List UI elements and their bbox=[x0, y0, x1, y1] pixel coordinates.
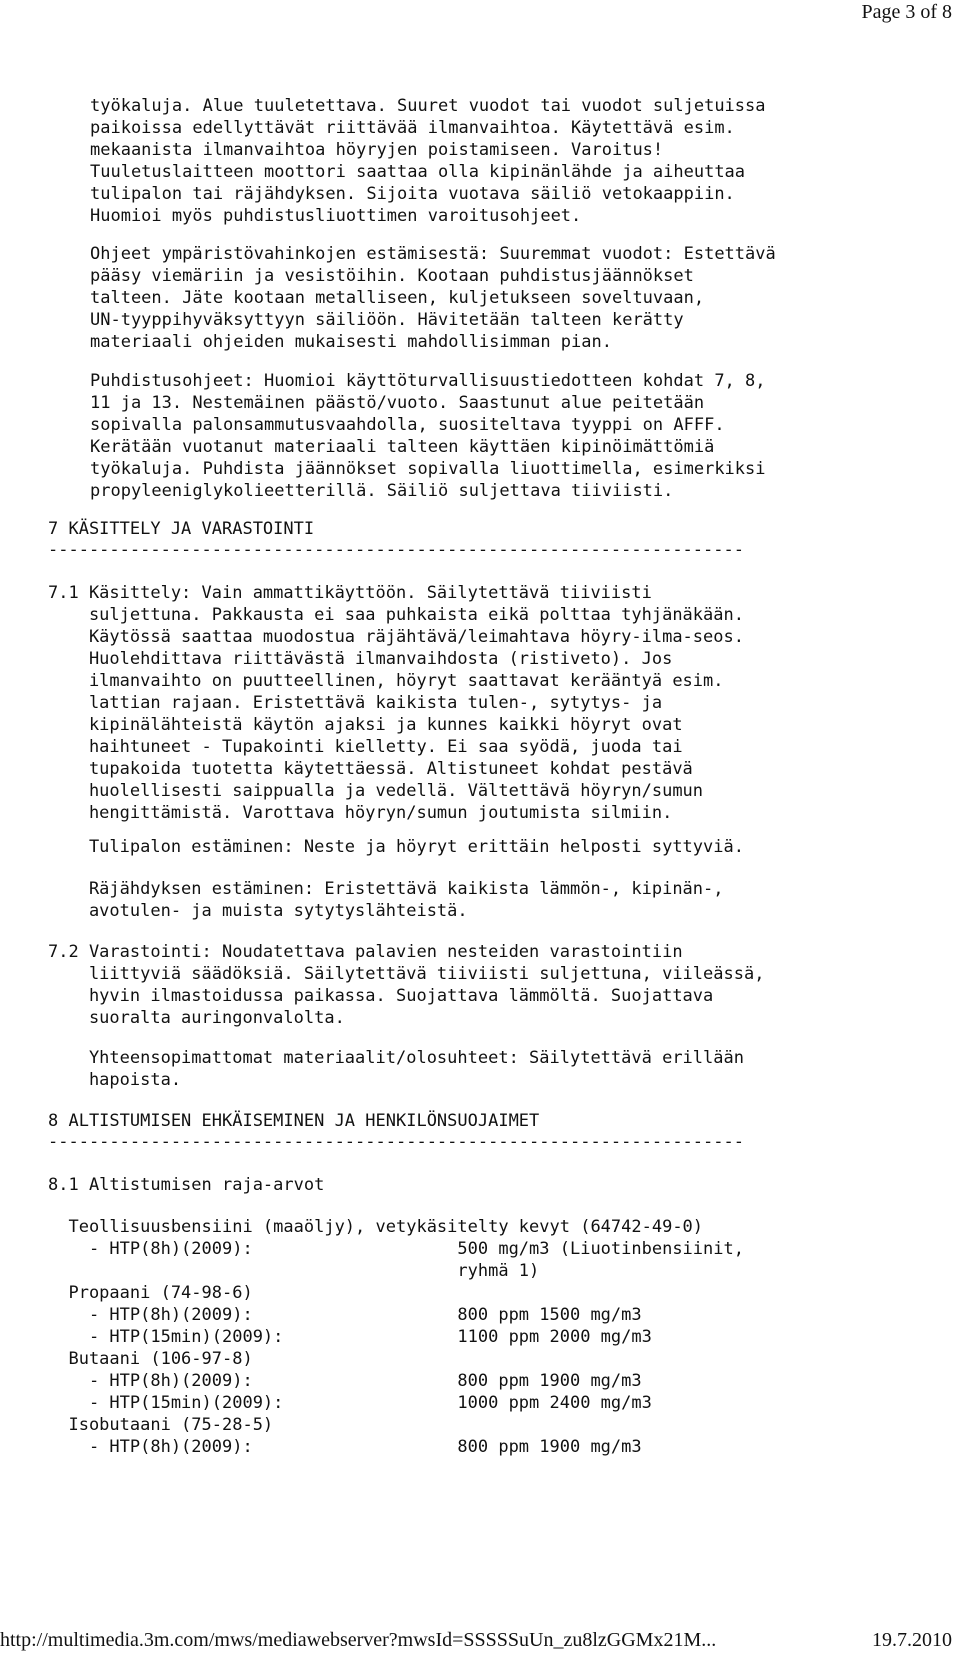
fire-prevention: Tulipalon estäminen: Neste ja höyryt erittäin helposti syttyviä. bbox=[48, 837, 744, 857]
section-8-separator: -------------------------------------------------------------------- bbox=[48, 1132, 744, 1152]
footer-date: 19.7.2010 bbox=[872, 1629, 952, 1651]
environment-paragraph: Ohjeet ympäristövahinkojen estämisestä: Suuremmat vuodot: Estettävä pääsy viemäriin ja vesistöihin. Kootaan puhdistusjäännökset talteen. Jäte kootaan metalliseen, kuljetukseen soveltuvaan, UN-tyyppihyväksyttyyn säiliöön. Hävitetään talteen kerätty materiaali ohjeiden mukaisesti mahdollisimman pian. bbox=[90, 244, 776, 352]
spill-paragraph: työkaluja. Alue tuuletettava. Suuret vuodot tai vuodot suljetuissa paikoissa edellyttävät riittävää ilmanvaihtoa. Käytettävä esim. mekaanista ilmanvaihtoa höyryjen poistamiseen. Varoitus! Tuuletuslaitteen moottori saattaa olla kipinänlähde ja aiheuttaa tulipalon tai räjähdyksen. Sijoita vuotava säiliö vetokaappiin. Huomioi myös puhdistusliuottimen varoitusohjeet. bbox=[90, 96, 766, 226]
section-7-2-storage: 7.2 Varastointi: Noudatettava palavien nesteiden varastointiin liittyviä säädöksiä. Säilytettävä tiiviisti suljettuna, viileässä, hyvin ilmastoidussa paikassa. Suojattava lämmöltä. Suojattava suoralta auringonvalolta. bbox=[48, 942, 765, 1028]
footer-url: http://multimedia.3m.com/mws/mediawebserver?mwsId=SSSSSuUn_zu8lzGGMx21M... bbox=[0, 1629, 717, 1651]
section-7-heading: 7 KÄSITTELY JA VARASTOINTI bbox=[48, 519, 315, 539]
cleanup-paragraph: Puhdistusohjeet: Huomioi käyttöturvallisuustiedotteen kohdat 7, 8, 11 ja 13. Nestemäinen päästö/vuoto. Saastunut alue peitetään sopivalla palonsammutusvaahdolla, suositeltava tyyppi on AFFF. Kerätään vuotanut materiaali talteen käyttäen kipinöimättömiä työkaluja. Puhdista jäännökset sopivalla liuottimella, esimerkiksi propyleeniglykolieetterillä. Säiliö suljettava tiiviisti. bbox=[90, 371, 766, 501]
page-number: Page 3 of 8 bbox=[861, 1, 952, 23]
incompatible-materials: Yhteensopimattomat materiaalit/olosuhteet: Säilytettävä erillään hapoista. bbox=[88, 1048, 744, 1090]
section-8-heading: 8 ALTISTUMISEN EHKÄISEMINEN JA HENKILÖNSUOJAIMET bbox=[48, 1111, 540, 1131]
explosion-prevention: Räjähdyksen estäminen: Eristettävä kaikista lämmön-, kipinän-, avotulen- ja muista sytytyslähteistä. bbox=[88, 879, 724, 921]
exposure-limits-list: Teollisuusbensiini (maaöljy), vetykäsitelty kevyt (64742-49-0) - HTP(8h)(2009): 500 mg/m3 (Liuotinbensiinit, ryhmä 1) Propaani (74-98-6) - HTP(8h)(2009): 800 ppm 1500 mg/m3 - HTP(15min)(2009): 1100 ppm 2000 mg/m3 Butaani (106-97-8) - HTP(8h)(2009): 800 ppm 1900 mg/m3 - HTP(15min)(2009): 1000 ppm 2400 mg/m3 Isobutaani (75-28-5) - HTP(8h)(2009): 800 ppm 1900 mg/m3 bbox=[68, 1217, 744, 1457]
section-7-1-handling: 7.1 Käsittely: Vain ammattikäyttöön. Säilytettävä tiiviisti suljettuna. Pakkausta ei saa puhkaista eikä polttaa tyhjänäkään. Käytössä saattaa muodostua räjähtävä/leimahtava höyry-ilma-seos. Huolehdittava riittävästä ilmanvaihdosta (ristiveto). Jos ilmanvaihto on puutteellinen, höyryt saattavat kerääntyä esim. lattian rajaan. Eristettävä kaikista tulen-, sytytys- ja kipinälähteistä käytön ajaksi ja kunnes kaikki höyryt ovat haihtuneet - Tupakointi kielletty. Ei saa syödä, juoda tai tupakoida tuotetta käytettäessä. Altistuneet kohdat pestävä huolellisesti saippualla ja vedellä. Vältettävä höyryn/sumun hengittämistä. Varottava höyryn/sumun joutumista silmiin. bbox=[48, 583, 744, 823]
page-footer bbox=[0, 1628, 952, 1652]
section-8-1-heading: 8.1 Altistumisen raja-arvot bbox=[48, 1175, 325, 1195]
section-7-separator: -------------------------------------------------------------------- bbox=[48, 540, 744, 560]
